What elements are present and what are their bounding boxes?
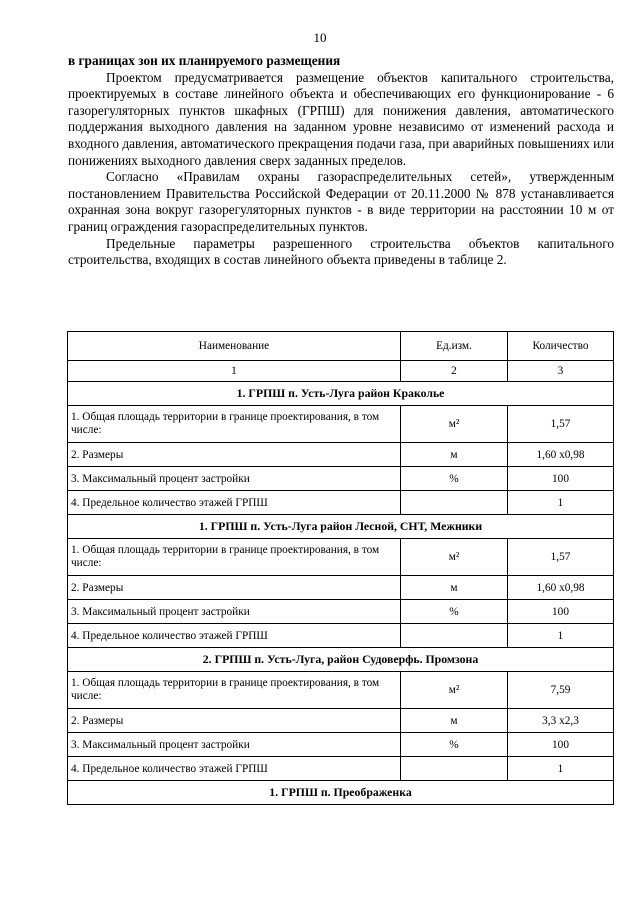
row-unit: % [401, 467, 508, 491]
index-cell: 1 [68, 361, 401, 382]
row-name: 2. Размеры [68, 576, 401, 600]
page-number: 10 [313, 30, 327, 45]
table-row [68, 672, 614, 709]
row-unit [401, 491, 508, 515]
table-row [68, 467, 614, 491]
header-unit: Ед.изм. [401, 332, 508, 361]
row-name: 2. Размеры [68, 443, 401, 467]
table-row [68, 406, 614, 443]
table-row [68, 600, 614, 624]
table-row [68, 709, 614, 733]
table-header-row [68, 332, 614, 361]
table-row [68, 443, 614, 467]
index-cell: 2 [401, 361, 508, 382]
table-section-row [68, 382, 614, 406]
row-unit: м² [401, 406, 508, 443]
row-name: 1. Общая площадь территории в границе проектирования, в том числе: [68, 672, 401, 709]
row-unit: м [401, 709, 508, 733]
row-unit: м² [401, 539, 508, 576]
row-value: 1 [508, 491, 614, 515]
row-name: 1. Общая площадь территории в границе проектирования, в том числе: [68, 539, 401, 576]
paragraph: Предельные параметры разрешенного строительства объектов капитального строительства, входящих в состав линейного объекта приведены в таблице 2. [68, 235, 614, 268]
section-title: 2. ГРПШ п. Усть-Луга, район Судоверфь. Промзона [68, 648, 614, 672]
row-unit [401, 624, 508, 648]
row-value: 1,60 х0,98 [508, 576, 614, 600]
row-value: 100 [508, 600, 614, 624]
row-unit: м [401, 576, 508, 600]
row-unit: м [401, 443, 508, 467]
paragraph: Согласно «Правилам охраны газораспределительных сетей», утвержденным постановлением Правительства Российской Федерации от 20.11.2000 № 878 устанавливается охранная зона вокруг газорегуляторных пунктов - в виде территории на расстоянии 10 м от границ ограждения газораспределительных пунктов. [68, 169, 614, 234]
header-quantity: Количество [508, 332, 614, 361]
row-name: 3. Максимальный процент застройки [68, 600, 401, 624]
section-title: 1. ГРПШ п. Усть-Луга район Лесной, СНТ, Межники [68, 515, 614, 539]
row-value: 3,3 х2,3 [508, 709, 614, 733]
table-row [68, 539, 614, 576]
row-name: 4. Предельное количество этажей ГРПШ [68, 491, 401, 515]
table-row [68, 576, 614, 600]
row-value: 100 [508, 733, 614, 757]
row-name: 4. Предельное количество этажей ГРПШ [68, 624, 401, 648]
table-row [68, 491, 614, 515]
table-row [68, 757, 614, 781]
row-value: 1,57 [508, 406, 614, 443]
row-unit [401, 757, 508, 781]
table-row [68, 733, 614, 757]
row-unit: % [401, 600, 508, 624]
section-heading: в границах зон их планируемого размещения [68, 53, 341, 68]
parameters-table [67, 331, 614, 805]
row-name: 2. Размеры [68, 709, 401, 733]
header-name: Наименование [68, 332, 401, 361]
table-section-row [68, 515, 614, 539]
row-value: 1,60 х0,98 [508, 443, 614, 467]
row-name: 1. Общая площадь территории в границе проектирования, в том числе: [68, 406, 401, 443]
row-value: 1 [508, 624, 614, 648]
section-title: 1. ГРПШ п. Усть-Луга район Кракольe [68, 382, 614, 406]
row-name: 3. Максимальный процент застройки [68, 467, 401, 491]
row-unit: м² [401, 672, 508, 709]
table-section-row [68, 648, 614, 672]
row-value: 1 [508, 757, 614, 781]
table-row [68, 624, 614, 648]
row-name: 4. Предельное количество этажей ГРПШ [68, 757, 401, 781]
row-unit: % [401, 733, 508, 757]
table-section-row [68, 781, 614, 805]
row-value: 7,59 [508, 672, 614, 709]
row-value: 1,57 [508, 539, 614, 576]
table-index-row [68, 361, 614, 382]
row-name: 3. Максимальный процент застройки [68, 733, 401, 757]
row-value: 100 [508, 467, 614, 491]
document-body [68, 53, 614, 269]
section-title: 1. ГРПШ п. Преображенка [68, 781, 614, 805]
paragraph: Проектом предусматривается размещение объектов капитального строительства, проектируемых в составе линейного объекта и обеспечивающих его функционирование - 6 газорегуляторных пунктов шкафных (ГРПШ) для понижения давления, автоматического поддержания выходного давления на заданном уровне независимо от изменений расхода и входного давления, автоматического прекращения подачи газа, при аварийных повышениях или понижениях выходного давления сверх заданных пределов. [68, 69, 614, 168]
index-cell: 3 [508, 361, 614, 382]
